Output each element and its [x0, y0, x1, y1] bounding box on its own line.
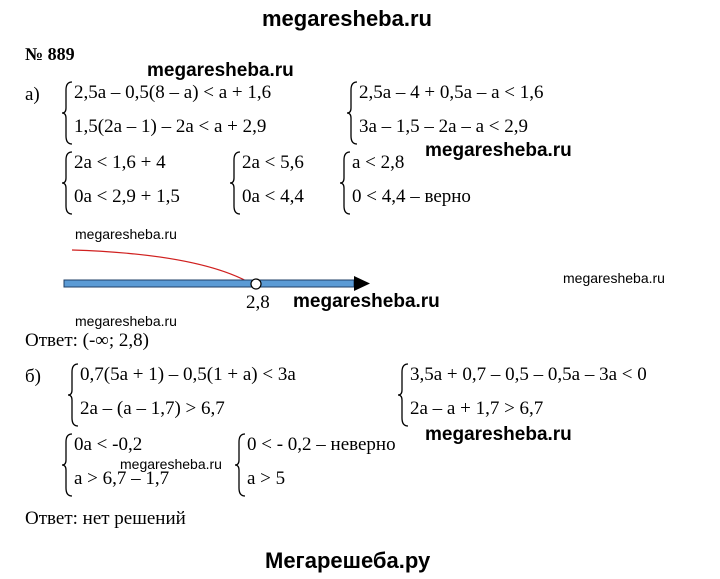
- brace-icon: [62, 80, 74, 146]
- brace-icon: [68, 362, 80, 428]
- answer-a: Ответ: (-∞; 2,8): [25, 330, 149, 351]
- answer-b: Ответ: нет решений: [25, 508, 186, 529]
- watermark-small: megaresheba.ru: [563, 270, 665, 286]
- watermark-bottom: Мегарешеба.ру: [265, 548, 431, 573]
- axis-bar: [64, 280, 354, 287]
- solution-shading: [72, 250, 252, 284]
- point-label: 2,8: [246, 292, 270, 313]
- equation: 2a – (a – 1,7) > 6,7: [80, 398, 225, 419]
- watermark-small: megaresheba.ru: [75, 226, 177, 242]
- brace-icon: [347, 80, 359, 146]
- brace-icon: [230, 150, 242, 216]
- watermark: megaresheba.ru: [293, 291, 440, 312]
- watermark-top: megaresheba.ru: [262, 6, 432, 31]
- brace-icon: [62, 432, 74, 498]
- problem-number: № 889: [25, 44, 75, 64]
- arrow-icon: [354, 276, 370, 291]
- equation: 3a – 1,5 – 2a – a < 2,9: [359, 116, 529, 137]
- part-b-label: б): [25, 366, 41, 387]
- equation: a < 2,8: [352, 152, 405, 173]
- watermark: megaresheba.ru: [425, 424, 572, 445]
- equation: 2,5a – 4 + 0,5a – a < 1,6: [359, 82, 544, 103]
- brace-icon: [235, 432, 247, 498]
- brace-icon: [398, 362, 410, 428]
- equation: 0a < 2,9 + 1,5: [74, 186, 180, 207]
- equation: 2a < 1,6 + 4: [74, 152, 166, 173]
- equation: 1,5(2a – 1) – 2a < a + 2,9: [74, 116, 267, 137]
- watermark: megaresheba.ru: [147, 60, 294, 81]
- equation: 0a < 4,4: [242, 186, 304, 207]
- equation: 2a – a + 1,7 > 6,7: [410, 398, 544, 419]
- equation: 2,5a – 0,5(8 – a) < a + 1,6: [74, 82, 272, 103]
- brace-icon: [62, 150, 74, 216]
- part-a-label: а): [25, 84, 40, 105]
- brace-icon: [340, 150, 352, 216]
- equation: 0 < 4,4 – верно: [352, 186, 471, 207]
- equation: 0a < -0,2: [74, 434, 143, 455]
- equation: a > 6,7 – 1,7: [74, 468, 170, 489]
- equation: 0 < - 0,2 – неверно: [247, 434, 396, 455]
- watermark-small: megaresheba.ru: [75, 313, 177, 329]
- equation: a > 5: [247, 468, 286, 489]
- equation: 3,5a + 0,7 – 0,5 – 0,5a – 3a < 0: [410, 364, 647, 385]
- watermark: megaresheba.ru: [425, 140, 572, 161]
- equation: 0,7(5a + 1) – 0,5(1 + a) < 3a: [80, 364, 296, 385]
- watermark-small: megaresheba.ru: [120, 456, 222, 472]
- equation: 2a < 5,6: [242, 152, 304, 173]
- open-point-icon: [251, 279, 261, 289]
